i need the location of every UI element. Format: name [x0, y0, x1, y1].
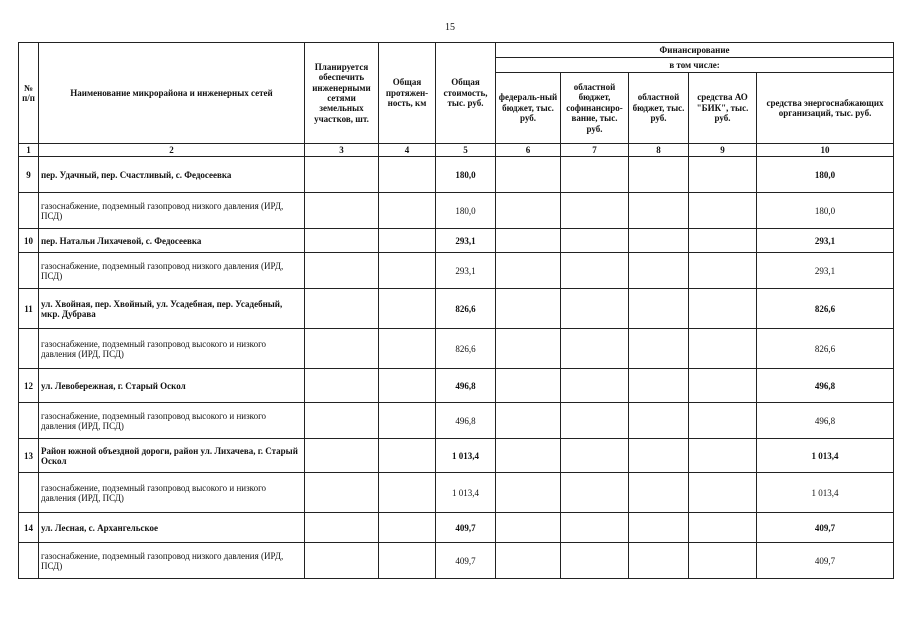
row-name: ул. Левобережная, г. Старый Оскол: [39, 369, 305, 403]
table-row: [19, 229, 894, 253]
row-cost: 496,8: [436, 369, 496, 403]
table-row: [19, 403, 894, 439]
row-energy: 409,7: [757, 513, 894, 543]
table-row: [19, 329, 894, 369]
column-number: 3: [305, 144, 379, 157]
header-length: Общая протяжен-ность, км: [379, 43, 436, 144]
row-index: 11: [19, 289, 39, 329]
row-cost: 293,1: [436, 253, 496, 289]
column-number: 8: [629, 144, 689, 157]
row-energy: 180,0: [757, 193, 894, 229]
header-regional-cofin: областной бюджет, софинансиро-вание, тыс. руб.: [561, 73, 629, 144]
row-name: пер. Натальи Лихачевой, с. Федосеевка: [39, 229, 305, 253]
column-number: 10: [757, 144, 894, 157]
header-num: № п/п: [19, 43, 39, 144]
row-name: газоснабжение, подземный газопровод низкого давления (ИРД, ПСД): [39, 253, 305, 289]
table-row: [19, 157, 894, 193]
column-number-row: [19, 144, 894, 157]
table-row: [19, 369, 894, 403]
row-cost: 496,8: [436, 403, 496, 439]
header-financing: Финансирование: [496, 43, 894, 58]
header-name: Наименование микрорайона и инженерных сетей: [39, 43, 305, 144]
header-including: в том числе:: [496, 58, 894, 73]
row-name: газоснабжение, подземный газопровод высокого и низкого давления (ИРД, ПСД): [39, 329, 305, 369]
row-cost: 409,7: [436, 513, 496, 543]
row-index: 9: [19, 157, 39, 193]
table-row: [19, 193, 894, 229]
row-index: [19, 329, 39, 369]
table-row: [19, 253, 894, 289]
table-row: [19, 289, 894, 329]
table-row: [19, 513, 894, 543]
header-energy: средства энергоснабжающих организаций, тыс. руб.: [757, 73, 894, 144]
column-number: 4: [379, 144, 436, 157]
row-index: 12: [19, 369, 39, 403]
header-regional: областной бюджет, тыс. руб.: [629, 73, 689, 144]
row-index: [19, 543, 39, 579]
row-index: 10: [19, 229, 39, 253]
row-cost: 409,7: [436, 543, 496, 579]
row-index: 14: [19, 513, 39, 543]
column-number: 2: [39, 144, 305, 157]
row-energy: 1 013,4: [757, 473, 894, 513]
row-name: газоснабжение, подземный газопровод высокого и низкого давления (ИРД, ПСД): [39, 403, 305, 439]
table-row: [19, 543, 894, 579]
row-cost: 1 013,4: [436, 439, 496, 473]
row-name: газоснабжение, подземный газопровод высокого и низкого давления (ИРД, ПСД): [39, 473, 305, 513]
row-cost: 293,1: [436, 229, 496, 253]
row-name: Район южной объездной дороги, район ул. Лихачева, г. Старый Оскол: [39, 439, 305, 473]
row-energy: 180,0: [757, 157, 894, 193]
table-row: [19, 439, 894, 473]
row-energy: 409,7: [757, 543, 894, 579]
row-index: [19, 473, 39, 513]
financing-table: [18, 42, 894, 579]
column-number: 5: [436, 144, 496, 157]
header-federal: федераль-ный бюджет, тыс. руб.: [496, 73, 561, 144]
row-cost: 180,0: [436, 157, 496, 193]
row-energy: 826,6: [757, 329, 894, 369]
row-cost: 1 013,4: [436, 473, 496, 513]
header-planned: Планируется обеспечить инженерными сетями земельных участков, шт.: [305, 43, 379, 144]
header-cost: Общая стоимость, тыс. руб.: [436, 43, 496, 144]
row-energy: 293,1: [757, 253, 894, 289]
row-energy: 496,8: [757, 403, 894, 439]
row-cost: 826,6: [436, 329, 496, 369]
column-number: 7: [561, 144, 629, 157]
row-energy: 826,6: [757, 289, 894, 329]
row-energy: 1 013,4: [757, 439, 894, 473]
page-number: 15: [445, 22, 455, 33]
row-name: ул. Хвойная, пер. Хвойный, ул. Усадебная, пер. Усадебный, мкр. Дубрава: [39, 289, 305, 329]
row-index: [19, 403, 39, 439]
row-energy: 496,8: [757, 369, 894, 403]
row-name: ул. Лесная, с. Архангельское: [39, 513, 305, 543]
column-number: 6: [496, 144, 561, 157]
row-energy: 293,1: [757, 229, 894, 253]
row-index: [19, 193, 39, 229]
row-name: газоснабжение, подземный газопровод низкого давления (ИРД, ПСД): [39, 193, 305, 229]
row-cost: 826,6: [436, 289, 496, 329]
row-name: газоснабжение, подземный газопровод низкого давления (ИРД, ПСД): [39, 543, 305, 579]
column-number: 9: [689, 144, 757, 157]
row-name: пер. Удачный, пер. Счастливый, с. Федосеевка: [39, 157, 305, 193]
row-cost: 180,0: [436, 193, 496, 229]
row-index: [19, 253, 39, 289]
table-row: [19, 473, 894, 513]
column-number: 1: [19, 144, 39, 157]
row-index: 13: [19, 439, 39, 473]
header-bik: средства АО "БИК", тыс. руб.: [689, 73, 757, 144]
